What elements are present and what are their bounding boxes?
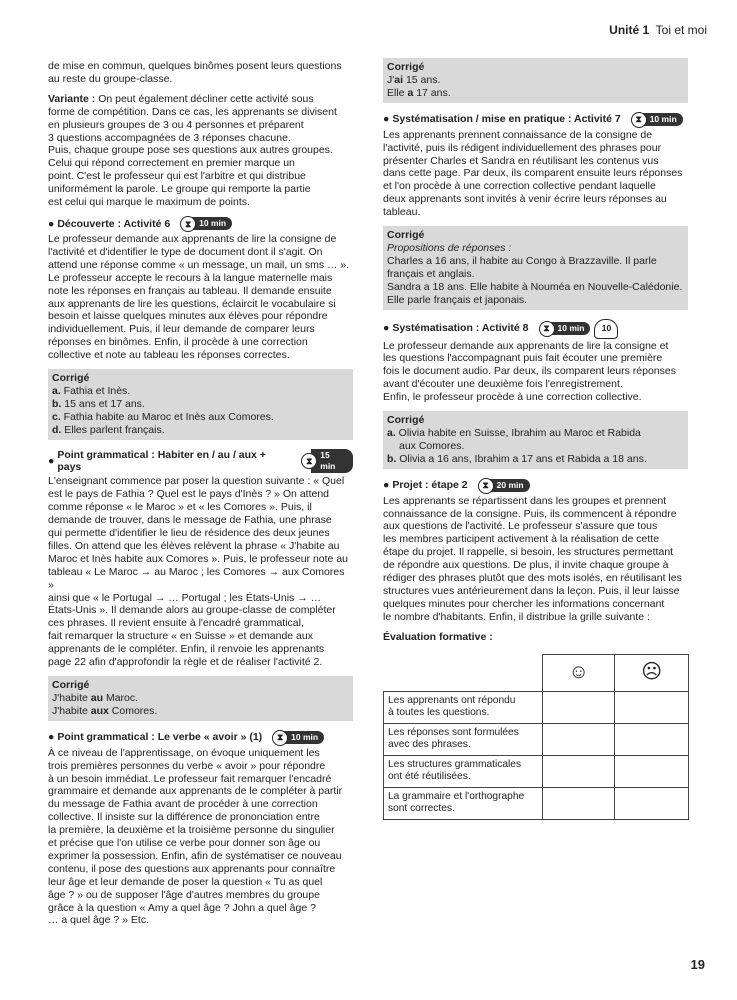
table-row: [384, 755, 689, 787]
page-number: 19: [690, 957, 705, 972]
hourglass-icon: ⧗: [180, 216, 196, 232]
table-row: [384, 787, 689, 819]
criterion-cell: Les apprenants ont répondu à toutes les questions.: [384, 691, 543, 723]
unit-title: Toi et moi: [655, 23, 707, 37]
checkbox-cell[interactable]: [543, 691, 615, 723]
variante-paragraph: Variante : On peut également décliner cette activité sous forme de compétition. Dans ce cas, les apprenants se divisent en plusieurs groupes de 3 ou 4 personnes et préparent 3 questions accompagnées de 3 réponses chacune. Puis, chaque groupe pose ses questions aux autres groupes. Celui qui répond correctement en premier marque un point. C'est le professeur qui est l'arbitre et qui distribue uniformément la parole. Le groupe qui remporte la partie est celui qui marque le maximum de points.: [48, 92, 337, 209]
evaluation-title: Évaluation formative :: [383, 630, 493, 643]
avoir-corrige: Corrigé J'ai 15 ans. Elle a 17 ans.: [383, 58, 688, 103]
table-row: [384, 691, 689, 723]
hourglass-icon: ⧗: [631, 112, 647, 128]
timer-badge: ⧗ 10 min: [631, 112, 683, 128]
hourglass-icon: ⧗: [301, 453, 317, 469]
checkbox-cell[interactable]: [543, 755, 615, 787]
left-column: [48, 60, 353, 934]
timer-badge: ⧗ 10 min: [180, 216, 232, 232]
activity8-corrige: Corrigé a. Olivia habite en Suisse, Ibrahim au Maroc et Rabida aux Comores. b. Olivia a 16 ans, Ibrahim a 17 ans et Rabida a 18 ans.: [383, 411, 688, 469]
projet-text: Les apprenants se répartissent dans les groupes et prennent connaissance de la consigne. Puis, ils commencent à répondre aux questions de l'activité. Le professeur s'assure que tous les membres participent activement à la réalisation de cette étape du projet. Il rappelle, si besoin, les structures permettant de répondre aux questions. De plus, il invite chaque groupe à rédiger des phrases plutôt que des mots isolés, en réutilisant les structures vues antérieurement dans la leçon. Puis, il leur laisse quelques minutes pour chercher les informations concernant le nombre d'habitants. Enfin, il distribue la grille suivante :: [383, 494, 682, 623]
grammar1-text: L'enseignant commence par poser la question suivante : « Quel est le pays de Fathia ? Quel est le pays d'Inès ? » On attend comme réponse « le Maroc » et « les Comores ». Puis, il demande de trouver, dans le message de Fathia, une phrase qui permette d'identifier le lieu de résidence des deux jeunes filles. On attend que les élèves relèvent la phrase « J'habite au Maroc et Inès habite aux Comores ». Puis, le professeur note au tableau « Le Maroc → au Maroc ; les Comores → aux Comores » ainsi que « le Portugal → … Portugal ; les États-Unis → … États-Unis ». Il demande alors au groupe-classe de compléter ces phrases. Il revient ensuite à l'encadré grammatical, fait remarquer la structure « en Suisse » et demande aux apprenants de le compléter. Enfin, il renvoie les apprenants page 22 afin d'approfondir la règle et de réaliser l'activité 2.: [48, 475, 348, 669]
activity6-corrige: Corrigé a. Fathia et Inès. b. 15 ans et 17 ans. c. Fathia habite au Maroc et Inès aux Comores. d. Elles parlent français.: [48, 369, 353, 440]
grammar1-corrige: Corrigé J'habite au Maroc. J'habite aux Comores.: [48, 676, 353, 721]
activity7-heading: ● Systématisation / mise en pratique : Activité 7 ⧗ 10 min: [383, 112, 688, 128]
table-row: [384, 654, 689, 691]
activity7-corrige: Corrigé Propositions de réponses : Charles a 16 ans, il habite au Congo à Brazzaville. Il parle français et anglais. Sandra a 18 ans. Elle habite à Nouméa en Nouvelle-Calédonie. Elle parle français et japonais.: [383, 226, 688, 309]
headphones-icon: 10: [594, 319, 618, 339]
activity8-text: Le professeur demande aux apprenants de lire la consigne et les questions l'accompagnant puis fait écouter une première fois le document audio. Par deux, ils comparent leurs réponses avant d'écouter une deuxième fois l'enregistrement. Enfin, le professeur procède à une correction collective.: [383, 339, 676, 404]
criterion-cell: Les structures grammaticales ont été réutilisées.: [384, 755, 543, 787]
right-column: [383, 58, 688, 820]
checkbox-cell[interactable]: [543, 787, 615, 819]
timer-badge: ⧗ 10 min: [539, 321, 591, 337]
checkbox-cell[interactable]: [615, 691, 689, 723]
checkbox-cell[interactable]: [615, 723, 689, 755]
activity6-heading: ● Découverte : Activité 6 ⧗ 10 min: [48, 216, 353, 232]
unit-label: Unité 1: [609, 23, 650, 37]
evaluation-grid: [383, 654, 689, 820]
timer-badge: ⧗ 20 min: [478, 478, 530, 494]
page-header: [609, 23, 707, 37]
grammar2-heading: ● Point grammatical : Le verbe « avoir » (1) ⧗ 10 min: [48, 730, 353, 746]
criterion-cell: Les réponses sont formulées avec des phrases.: [384, 723, 543, 755]
activity8-heading: ● Systématisation : Activité 8 ⧗ 10 min 10: [383, 319, 688, 339]
projet-heading: ● Projet : étape 2 ⧗ 20 min: [383, 478, 688, 494]
hourglass-icon: ⧗: [539, 321, 555, 337]
frowny-icon: ☹: [615, 654, 689, 691]
hourglass-icon: ⧗: [478, 478, 494, 494]
table-row: [384, 723, 689, 755]
intro-paragraph: de mise en commun, quelques binômes posent leurs questions au reste du groupe-classe.: [48, 60, 342, 85]
timer-badge: ⧗ 15 min: [301, 449, 353, 473]
activity7-text: Les apprenants prennent connaissance de la consigne de l'activité, puis ils rédigent individuellement des phrases pour présenter Charles et Sandra en réutilisant les contenus vus dans cette page. Par deux, ils comparent ensuite leurs réponses et l'on procède à une correction collective pendant laquelle deux apprenants sont invités à venir écrire leurs réponses au tableau.: [383, 128, 683, 219]
smiley-icon: ☺: [543, 654, 615, 691]
grammar2-text: À ce niveau de l'apprentissage, on évoque uniquement les trois premières personnes du verbe « avoir » pour répondre à un besoin immédiat. Le professeur fait remarquer l'encadré grammaire et demande aux apprenants de le compléter à partir du message de Fathia avant de procéder à une correction collective. Il insiste sur la différence de prononciation entre la première, la deuxième et la troisième personne du singulier et précise que l'on utilise ce verbe pour donner son âge ou exprimer la possession. Enfin, afin de systématiser ce nouveau contenu, il pose des questions aux apprenants pour connaître leur âge et leur demande de poser la question « Tu as quel âge ? » ou de supposer l'âge d'autres membres du groupe grâce à la question « Amy a quel âge ? John a quel âge ? … a quel âge ? » Etc.: [48, 746, 343, 927]
checkbox-cell[interactable]: [615, 755, 689, 787]
variante-label: Variante :: [48, 92, 96, 105]
criterion-cell: La grammaire et l'orthographe sont correctes.: [384, 787, 543, 819]
checkbox-cell[interactable]: [615, 787, 689, 819]
timer-badge: ⧗ 10 min: [272, 730, 324, 746]
checkbox-cell[interactable]: [543, 723, 615, 755]
activity6-text: Le professeur demande aux apprenants de lire la consigne de l'activité et d'identifier le type de document dont il s'agit. On attend une réponse comme « un message, un mail, un sms … ». Le professeur accepte le recours à la langue maternelle mais note les réponses en français au tableau. Il demande ensuite aux apprenants de lire les questions, éclaircit le vocabulaire si besoin et laisse quelques minutes aux élèves pour répondre individuellement. Puis, il leur demande de comparer leurs réponses en binômes. Enfin, il procède à une correction collective et note au tableau les réponses correctes.: [48, 232, 350, 362]
hourglass-icon: ⧗: [272, 730, 288, 746]
grammar1-heading: ● Point grammatical : Habiter en / au / aux + pays ⧗ 15 min: [48, 449, 353, 475]
